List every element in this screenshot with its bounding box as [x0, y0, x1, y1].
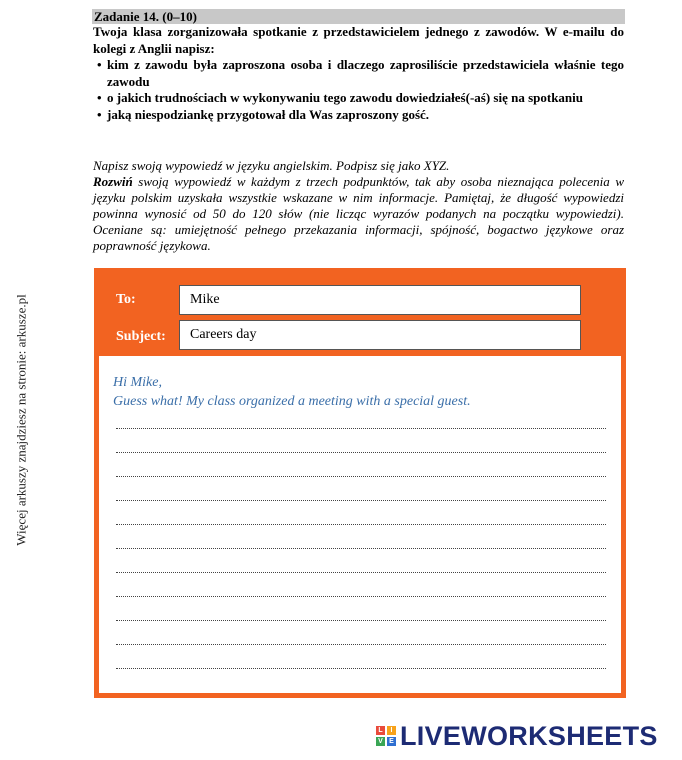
- logo-letter: L: [376, 726, 385, 735]
- task-body: [93, 24, 624, 123]
- task-header: Zadanie 14. (0–10): [92, 9, 625, 24]
- bullet-icon: •: [97, 106, 102, 122]
- instructions-line2: Rozwiń swoją wypowiedź w każdym z trzech podpunktów, tak aby osoba nieznająca polecenia w języku polskim uzyskała wszystkie wskazane w nim informacje. Pamiętaj, że długość wypowiedzi powinna wynosić od 50 do 120 słów (nie licząc wyrazów podanych na początku wypowiedzi). Oceniane są: umiejętność pełnego przekazania informacji, spójność, bogactwo językowe oraz poprawność językowa.: [93, 174, 624, 253]
- answer-line[interactable]: [116, 596, 606, 597]
- answer-line[interactable]: [116, 476, 606, 477]
- to-field[interactable]: Mike: [179, 285, 581, 315]
- task-bullet-list: [93, 57, 624, 123]
- logo-text: LIVEWORKSHEETS: [400, 720, 658, 751]
- instructions-emphasis: Rozwiń: [93, 174, 133, 189]
- logo-letter: V: [376, 737, 385, 746]
- bullet-icon: •: [97, 57, 102, 72]
- answer-line[interactable]: [116, 548, 606, 549]
- side-watermark-text: Więcej arkuszy znajdziesz na stronie: arkusze.pl: [14, 294, 30, 546]
- bullet-icon: •: [97, 90, 102, 105]
- subject-field[interactable]: Careers day: [179, 320, 581, 350]
- email-greeting: Hi Mike,: [113, 375, 162, 390]
- task-intro: Twoja klasa zorganizowała spotkanie z przedstawicielem jednego z zawodów. W e-mailu do kolegi z Anglii napisz:: [93, 24, 624, 56]
- answer-line[interactable]: [116, 452, 606, 453]
- logo-mark-icon: [376, 726, 396, 746]
- liveworksheets-logo: [376, 722, 676, 750]
- task-bullet: • kim z zawodu była zaproszona osoba i dlaczego zaprosiliście przedstawiciela właśnie tego zawodu: [97, 57, 624, 89]
- logo-letter: I: [387, 726, 396, 735]
- answer-line[interactable]: [116, 500, 606, 501]
- side-watermark: [2, 270, 42, 570]
- answer-line[interactable]: [116, 524, 606, 525]
- answer-line[interactable]: [116, 668, 606, 669]
- answer-line[interactable]: [116, 428, 606, 429]
- task-bullet: • jaką niespodziankę przygotował dla Was zaproszony gość.: [97, 106, 430, 122]
- email-opening-line: Guess what! My class organized a meeting with a special guest.: [113, 394, 471, 409]
- instructions: [93, 158, 624, 254]
- answer-line[interactable]: [116, 644, 606, 645]
- answer-line[interactable]: [116, 620, 606, 621]
- to-label: To:: [116, 292, 136, 307]
- instructions-line1: Napisz swoją wypowiedź w języku angielskim. Podpisz się jako XYZ.: [93, 158, 450, 173]
- subject-label: Subject:: [116, 329, 166, 344]
- email-form: [94, 268, 626, 698]
- answer-line[interactable]: [116, 572, 606, 573]
- email-body[interactable]: [99, 356, 621, 693]
- task-bullet: • o jakich trudnościach w wykonywaniu tego zawodu dowiedziałeś(-aś) się na spotkaniu: [97, 90, 584, 105]
- logo-letter: E: [387, 737, 396, 746]
